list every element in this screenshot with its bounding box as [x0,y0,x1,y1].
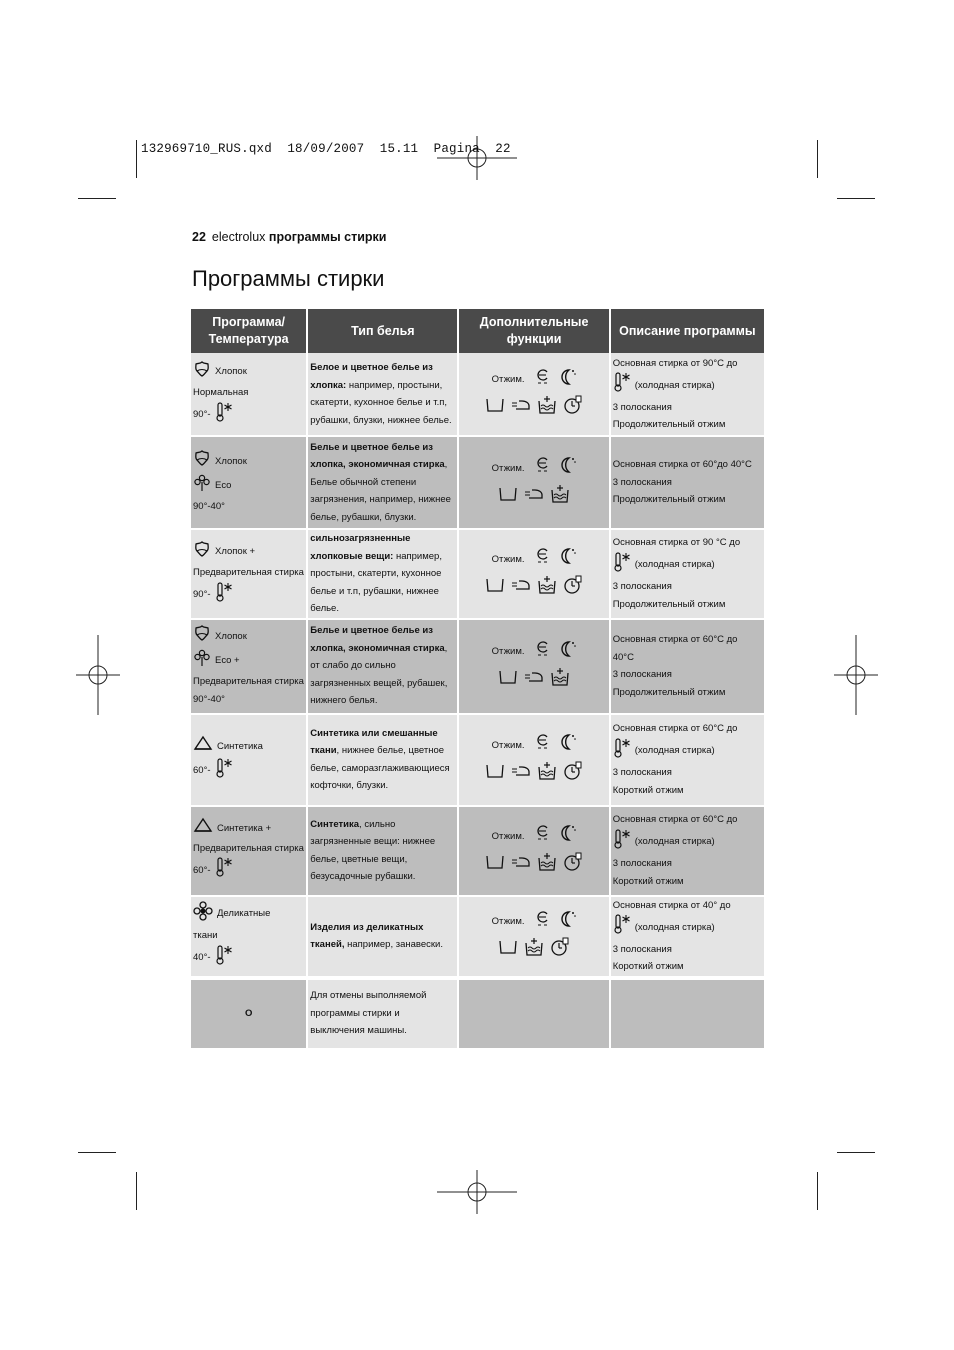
program-cell [191,620,308,715]
cotton-icon [193,449,211,474]
program-text: 60°- [193,765,211,776]
description-cell [611,437,764,530]
crop-mark [136,1172,137,1210]
delay-start-icon [563,761,583,788]
program-text: 40°- [193,952,211,964]
table-row [191,715,764,807]
table-row [191,897,764,978]
column-header: Описание программы [611,309,764,353]
description-line: Короткий отжим [612,784,684,796]
description-line: 3 полоскания [612,476,672,488]
night-icon [557,546,577,573]
description-line: Основная стирка от 90 °C до [612,537,741,549]
description-line: 40°C [612,651,634,663]
cold-thermometer-icon [215,582,233,609]
crop-mark [817,140,818,178]
functions-cell [459,620,610,715]
program-text: Нормальная [193,387,249,399]
crop-mark [837,1152,875,1153]
program-line [193,564,304,582]
extra-rinse-icon [537,575,557,602]
cold-thermometer-icon [215,945,233,972]
eco-flower-icon [193,649,211,674]
registration-mark-icon [437,1170,517,1214]
synthetics-icon [193,817,213,840]
laundry-type-text: , от слабо до сильно загрязненных вещей, рубашек, нижнего белья. [310,642,448,707]
description-line: 3 полоскания [612,581,672,593]
description-line: Продолжительный отжим [612,598,726,610]
column-header: Программа/ Температура [191,309,308,353]
program-line [193,691,304,709]
program-line [193,840,304,858]
program-text: Хлопок [215,455,247,467]
program-text: Хлопок + [215,546,256,557]
laundry-type-bold: Синтетика [310,818,360,830]
program-line [193,817,304,840]
program-text: Хлопок [215,366,247,378]
spin-label: Отжим. [491,739,525,751]
functions-cell [459,530,610,620]
crop-mark [136,140,137,178]
program-line [193,735,304,758]
program-text: Предварительная стирка [193,842,304,854]
easy-iron-icon [511,397,531,420]
program-line [193,384,304,402]
program-text: 90°-40° [193,693,225,705]
easy-iron-icon [511,854,531,877]
functions-cell [459,353,610,437]
laundry-type-text: , Белье обычной степени загрязнения, например, нижнее белье, рубашки, блузки. [310,459,451,523]
program-text: 90°- [193,589,211,600]
spin-label: Отжим. [491,646,525,657]
prewash-tub-icon [485,577,505,600]
extra-rinse-icon [550,484,570,511]
laundry-cell [308,530,459,620]
extra-rinse-icon [537,761,557,788]
description-cell [611,353,764,437]
crop-mark [817,1172,818,1210]
cold-thermometer-icon [613,552,631,579]
description-line: Основная стирка от 60°C до [612,814,738,825]
spin-label: Отжим. [491,553,525,565]
program-line [193,474,304,499]
program-text: 90°-40° [193,501,225,513]
brand-name: electrolux [211,230,266,244]
cold-thermometer-icon [215,857,233,884]
cotton-icon [193,360,211,385]
column-header: Дополнительные функции [459,309,610,353]
prewash-tub-icon [498,669,518,692]
program-line [193,540,304,565]
description-line: (холодная стирка) [634,836,715,847]
spin-reduction-icon [535,455,551,482]
night-icon [557,909,577,936]
functions-cell [459,715,610,807]
program-text: Синтетика [217,740,263,752]
extra-rinse-icon [537,395,557,422]
program-cell [191,715,308,807]
page-title: Программы стирки [192,266,385,291]
program-line [193,901,304,928]
easy-iron-icon [511,763,531,786]
program-cell [191,437,308,530]
laundry-cell [308,897,459,978]
description-cell [611,620,764,715]
program-text: Синтетика + [217,822,272,834]
cotton-icon [193,624,211,649]
laundry-type-bold: сильнозагрязненные хлопковые вещи: [310,533,411,562]
functions-cell [459,807,610,897]
description-line: Продолжительный отжим [612,419,726,430]
off-symbol: O [191,978,308,1050]
laundry-type-bold: Белье и цветное белье из хлопка, экономичная стирка [310,441,445,471]
program-line [193,360,304,385]
cold-thermometer-icon [613,829,631,856]
spin-reduction-icon [535,546,551,573]
cold-thermometer-icon [215,758,233,785]
functions-cell [459,897,610,978]
program-cell [191,897,308,978]
spin-reduction-icon [535,367,551,394]
spin-label: Отжим. [491,916,525,927]
description-line: (холодная стирка) [634,559,715,571]
cold-thermometer-icon [613,738,631,765]
laundry-type-text: , сильно загрязненные вещи: нижнее белье, цветные вещи, безусадочные рубашки. [310,818,436,882]
description-line: 3 полоскания [612,669,672,680]
program-text: 60°- [193,864,211,876]
description-line: Основная стирка от 60°до 40°C [612,459,752,471]
laundry-cell [308,437,459,530]
laundry-type-bold: Белье и цветное белье из хлопка, экономичная стирка [310,625,445,654]
description-line: Короткий отжим [612,961,684,972]
program-text: Хлопок [215,630,247,642]
spin-reduction-icon [535,732,551,759]
prewash-tub-icon [498,939,518,962]
delay-start-icon [563,852,583,879]
delay-start-icon [550,937,570,964]
program-text: Предварительная стирка [193,676,304,687]
program-line [193,945,304,972]
description-cell [611,897,764,978]
program-text: Eco [215,480,232,492]
spin-label: Отжим. [491,462,525,474]
running-head [192,230,386,244]
registration-mark-icon [834,635,878,715]
table-row [191,807,764,897]
cancel-description: Для отмены выполняемой программы стирки и выключения машины. [308,978,459,1050]
description-line: Продолжительный отжим [612,494,726,506]
file-slug: 132969710_RUS.qxd 18/09/2007 15.11 Pagina 22 [141,142,511,156]
spin-reduction-icon [535,823,551,850]
night-icon [557,455,577,482]
section-name: программы стирки [268,230,387,244]
description-cell [611,715,764,807]
program-line [193,758,304,785]
synthetics-icon [193,735,213,758]
prewash-tub-icon [485,854,505,877]
extra-rinse-icon [524,937,544,964]
program-line [193,498,304,516]
spin-reduction-icon [535,909,551,936]
program-text: Eco + [215,655,240,666]
table-row [191,437,764,530]
description-line: Основная стирка от 40° до [612,899,731,911]
laundry-cell [308,807,459,897]
program-text: Предварительная стирка [193,567,304,578]
night-icon [557,823,577,850]
laundry-type-text: , нижнее белье, цветное белье, саморазглаживающиеся кофточки, блузки. [310,745,450,791]
cold-thermometer-icon [613,372,631,399]
empty-cell [611,978,764,1050]
description-line: Основная стирка от 60°C до [612,634,738,645]
prewash-tub-icon [498,486,518,509]
table-row [191,353,764,437]
empty-cell [459,978,610,1050]
program-cell [191,807,308,897]
description-line: (холодная стирка) [634,921,715,933]
laundry-type-bold: Синтетика или смешанные ткани [310,727,438,756]
crop-mark [78,198,116,199]
spin-label: Отжим. [491,374,525,385]
prewash-tub-icon [485,397,505,420]
description-line: 3 полоскания [612,767,672,778]
description-cell [611,807,764,897]
table-row [191,978,764,1050]
laundry-cell [308,715,459,807]
spin-label: Отжим. [491,830,525,842]
description-line: Основная стирка от 90°C до [612,357,738,369]
spin-reduction-icon [535,639,551,666]
description-line: 3 полоскания [612,943,672,955]
description-line: Продолжительный отжим [612,686,726,698]
functions-cell [459,437,610,530]
table-header-row [191,309,764,353]
table-row [191,620,764,715]
night-icon [557,367,577,394]
night-icon [557,639,577,666]
column-header: Тип белья [308,309,459,353]
easy-iron-icon [524,669,544,692]
crop-mark [837,198,875,199]
extra-rinse-icon [537,852,557,879]
program-text: 90°- [193,409,211,421]
laundry-type-bold: Изделия из деликатных тканей, [310,921,424,950]
program-text: ткани [193,930,218,942]
program-cell [191,530,308,620]
program-line [193,649,304,674]
easy-iron-icon [511,577,531,600]
program-line [193,857,304,884]
description-line: 3 полоскания [612,401,672,413]
programs-table [191,309,764,1050]
program-text: Деликатные [217,908,271,920]
crop-mark [78,1152,116,1153]
program-cell [191,353,308,437]
page-number: 22 [192,230,206,244]
delay-start-icon [563,575,583,602]
laundry-type-text: например, простыни, скатерти, кухонное белье и т.п, рубашки, нижнее белье. [310,550,442,614]
laundry-type-bold: Белое и цветное белье из хлопка: [310,362,433,391]
easy-iron-icon [524,486,544,509]
table-row [191,530,764,620]
extra-rinse-icon [550,667,570,694]
night-icon [557,732,577,759]
registration-mark-icon [76,635,120,715]
delay-start-icon [563,395,583,422]
description-line: (холодная стирка) [634,379,715,391]
laundry-type-text: например, занавески. [344,939,443,950]
prewash-tub-icon [485,763,505,786]
cotton-icon [193,540,211,565]
eco-flower-icon [193,474,211,499]
program-line [193,402,304,429]
laundry-type-text: например, простыни, скатерти, кухонное белье и т.п, рубашки, блузки, нижнее белье. [310,379,452,426]
program-line [193,449,304,474]
cold-thermometer-icon [613,914,631,941]
delicates-flower-icon [193,901,213,928]
description-line: Основная стирка от 60°C до [612,723,738,734]
description-line: 3 полоскания [612,858,672,869]
description-line: Короткий отжим [612,875,684,887]
description-line: (холодная стирка) [634,745,715,756]
program-line [193,673,304,691]
cold-thermometer-icon [215,402,233,429]
program-line [193,582,304,609]
description-cell [611,530,764,620]
program-line [193,624,304,649]
laundry-cell [308,620,459,715]
laundry-cell [308,353,459,437]
program-line [193,927,304,945]
